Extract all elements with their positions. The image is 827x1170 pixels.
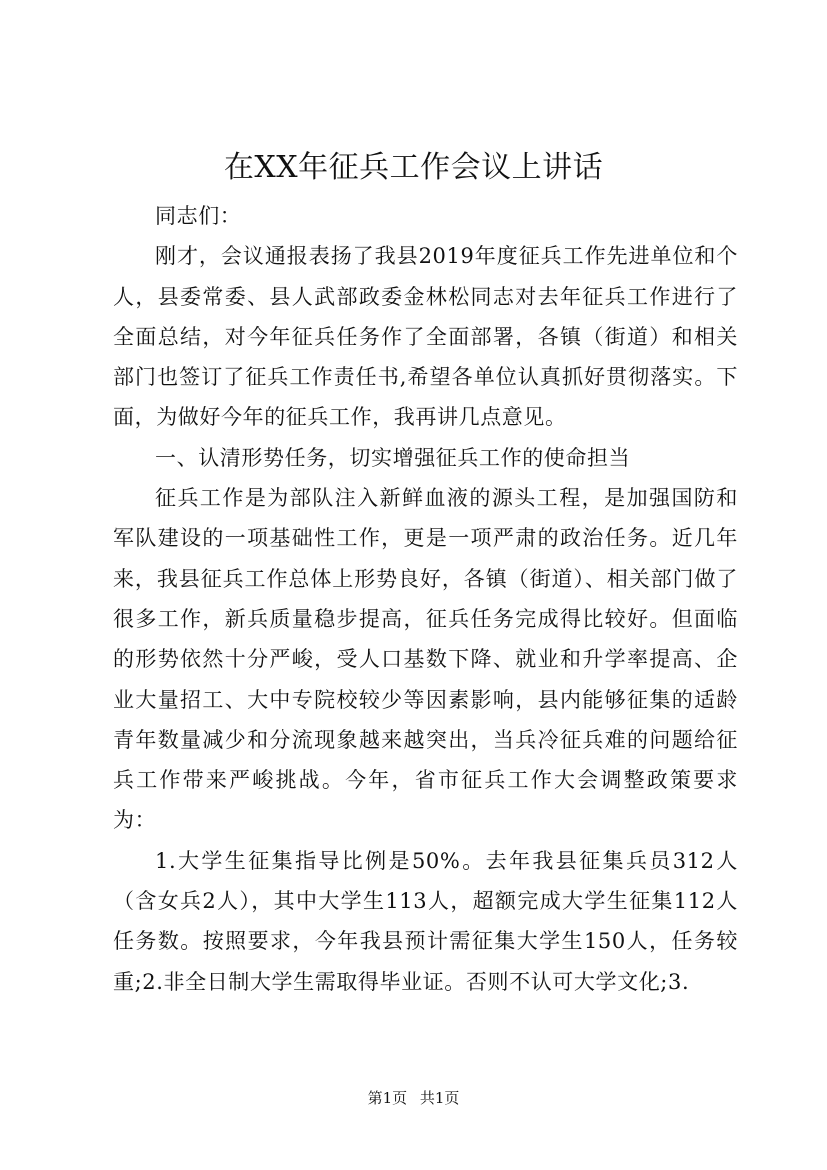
document-body [113, 196, 738, 1002]
page-total: 共1页 [419, 1089, 460, 1107]
page-footer [0, 1088, 827, 1108]
document-title: 在XX年征兵工作会议上讲话 [223, 150, 604, 185]
section-heading-1: 一、认清形势任务，切实增强征兵工作的使命担当 [155, 445, 631, 470]
page-number: 第1页 [367, 1089, 408, 1107]
body-paragraph: 征兵工作是为部队注入新鲜血液的源头工程，是加强国防和军队建设的一项基础性工作，更是一项严肃的政治任务。近几年来，我县征兵工作总体上形势良好，各镇（街道）、相关部门做了很多工作，新兵质量稳步提高，征兵任务完成得比较好。但面临的形势依然十分严峻，受人口基数下降、就业和升学率提高、企业大量招工、大中专院校较少等因素影响，县内能够征集的适龄青年数量减少和分流现象越来越突出，当兵冷征兵难的问题给征兵工作带来严峻挑战。今年，省市征兵工作大会调整政策要求为： [113, 486, 738, 833]
salutation-paragraph: 同志们： [155, 204, 242, 228]
intro-paragraph: 刚才，会议通报表扬了我县2019年度征兵工作先进单位和个人，县委常委、县人武部政委金林松同志对去年征兵工作进行了全面总结，对今年征兵任务作了全面部署，各镇（街道）和相关部门也签订了征兵工作责任书,希望各单位认真抓好贯彻落实。下面，为做好今年的征兵工作，我再讲几点意见。 [113, 244, 738, 430]
list-paragraph: 1.大学生征集指导比例是50%。去年我县征集兵员312人（含女兵2人），其中大学生113人，超额完成大学生征集112人任务数。按照要求，今年我县预计需征集大学生150人，任务较重;2.非全日制大学生需取得毕业证。否则不认可大学文化;3. [113, 848, 738, 994]
